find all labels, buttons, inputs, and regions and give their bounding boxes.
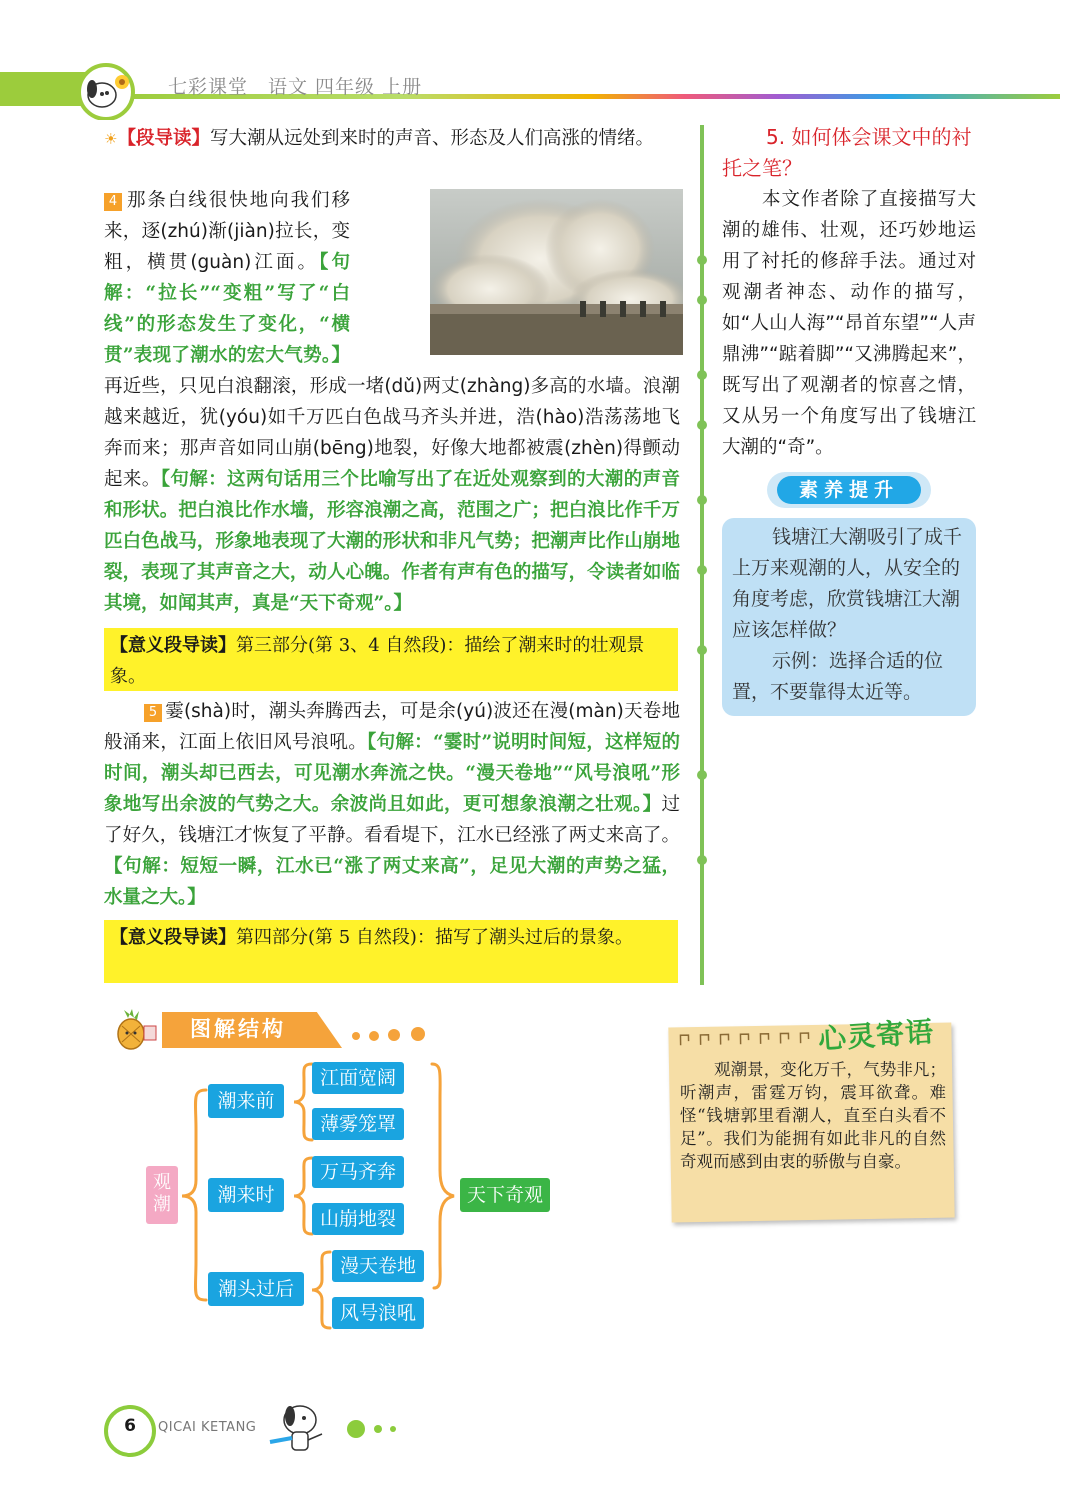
mascot-dog-logo	[72, 62, 142, 120]
para5-note1: 【句解：“霎时”说明时间短，这样短的时间，潮头却已西去，可见潮水奔流之快。“漫天卷地”“风号浪吼”形象地写出余波的气势之大。余波尚且如此，更可想象浪潮之壮观。】	[104, 732, 680, 815]
literacy-badge: 素养提升	[777, 476, 921, 504]
meaning-guide-2	[104, 920, 678, 983]
diagram-item: 风号浪吼	[332, 1297, 424, 1329]
paragraph-5	[104, 696, 680, 913]
literacy-question: 钱塘江大潮吸引了成千上万来观潮的人，从安全的角度考虑，欣赏钱塘江大潮应该怎样做？	[732, 526, 963, 641]
diagram-group-label: 潮头过后	[208, 1272, 304, 1306]
divider-dot	[697, 370, 707, 380]
banner-dots	[348, 1024, 432, 1044]
diagram-item: 万马齐奔	[312, 1156, 404, 1188]
meaning-guide-1	[104, 628, 678, 691]
para5-text2: 过了好久，钱塘江才恢复了平静。看看堤下，江水已经涨了两丈来高了。	[104, 794, 680, 846]
sun-icon: ☀	[104, 130, 118, 148]
divider-dot	[697, 855, 707, 865]
page-number: 6	[124, 1416, 136, 1436]
meaning-guide-2-text: 第四部分(第 5 自然段)：描写了潮头过后的景象。	[236, 927, 633, 948]
divider-dot	[697, 495, 707, 505]
para5-text1: 霎(shà)时，潮头奔腾西去，可是余(yú)波还在漫(màn)天卷地般涌来，江面上依旧风号浪吼。	[104, 701, 680, 753]
literacy-example: 示例：选择合适的位置，不要靠得太近等。	[732, 650, 944, 703]
meaning-guide-1-text: 第三部分(第 3、4 自然段)：描绘了潮来时的壮观景象。	[110, 635, 645, 687]
para4-note2: 【句解：这两句话用三个比喻写出了在近处观察到的大潮的声音和形状。把白浪比作水墙，形容浪潮之高，范围之广；把白浪比作千万匹白色战马，形象地表现了大潮的形状和非凡气势；把潮声比作山崩地裂，表现了其声音之大，动人心魄。作者有声有色的描写，令读者如临其境，如闻其声，真是“天下奇观”。】	[104, 469, 680, 614]
diagram-conclusion: 天下奇观	[460, 1178, 550, 1212]
paragraph-number-4: 4	[104, 193, 122, 211]
header-title: 七彩课堂 语文 四年级 上册	[168, 76, 423, 98]
header-band	[0, 70, 1060, 108]
footer-mascot-icon	[266, 1398, 330, 1460]
divider-dot	[697, 420, 707, 430]
section-guide	[104, 123, 680, 155]
note-text: 观潮景，变化万千，气势非凡；听潮声，雷霆万钧，震耳欲聋。难怪“钱塘郭里看潮人，直至白头看不足”。我们为能拥有如此非凡的自然奇观而感到由衷的骄傲与自豪。	[680, 1060, 946, 1171]
para4-lead: 那条白线很快地向我们移来，逐(zhú)渐(jiàn)拉长，变粗，横贯(guàn)江面。	[104, 190, 350, 273]
divider-dot	[697, 295, 707, 305]
para4-text2: 再近些，只见白浪翻滚，形成一堵(dǔ)两丈(zhàng)多高的水墙。浪潮越来越近，犹(yóu)如千万匹白色战马齐头并进，浩(hào)浩荡荡地飞奔而来；那声音如同山崩(bēng)地裂，好像大地都被震(zhèn)得颤动起来。	[104, 376, 680, 490]
diagram-item: 漫天卷地	[332, 1250, 424, 1282]
divider-dot	[697, 770, 707, 780]
diagram-item: 薄雾笼罩	[312, 1108, 404, 1140]
literacy-box	[722, 518, 976, 716]
footer-brand: QICAI KETANG	[158, 1420, 257, 1435]
diagram-item: 江面宽阔	[312, 1062, 404, 1094]
section-guide-label: 【段导读】	[117, 128, 210, 149]
divider-dot	[697, 255, 707, 265]
column-divider	[700, 125, 704, 985]
photo-float-spacer	[350, 185, 680, 355]
diagram-title: 图解结构	[190, 1017, 286, 1041]
diagram-item: 山崩地裂	[312, 1203, 404, 1235]
pineapple-mascot-icon	[104, 1006, 160, 1052]
diagram-group-label: 潮来前	[208, 1084, 284, 1118]
diagram-root: 观潮	[146, 1166, 178, 1224]
note-title: 心灵寄语	[817, 1014, 936, 1057]
paragraph-4	[104, 185, 680, 619]
section-guide-text: 写大潮从远处到来时的声音、形态及人们高涨的情绪。	[209, 128, 654, 149]
meaning-guide-1-label: 【意义段导读】	[110, 635, 236, 656]
diagram-group-label: 潮来时	[208, 1178, 284, 1212]
divider-dot	[697, 565, 707, 575]
para4-note1: 【句解：“拉长”“变粗”写了“白线”的形态发生了变化，“横贯”表现了潮水的宏大气势。】	[104, 252, 350, 366]
question-answer: 本文作者除了直接描写大潮的雄伟、壮观，还巧妙地运用了衬托的修辞手法。通过对观潮者神态、动作的描写，如“人山人海”“昂首东望”“人声鼎沸”“踮着脚”“又沸腾起来”，既写出了观潮者的惊喜之情，又从另一个角度写出了钱塘江大潮的“奇”。	[722, 189, 976, 458]
question-title: 5. 如何体会课文中的衬托之笔？	[722, 125, 972, 180]
divider-dot	[697, 645, 707, 655]
para5-note2: 【句解：短短一瞬，江水已“涨了两丈来高”，足见大潮的声势之猛，水量之大。】	[104, 856, 680, 908]
meaning-guide-2-label: 【意义段导读】	[110, 927, 236, 948]
footer-dots	[346, 1418, 402, 1440]
paragraph-number-5: 5	[144, 704, 162, 722]
